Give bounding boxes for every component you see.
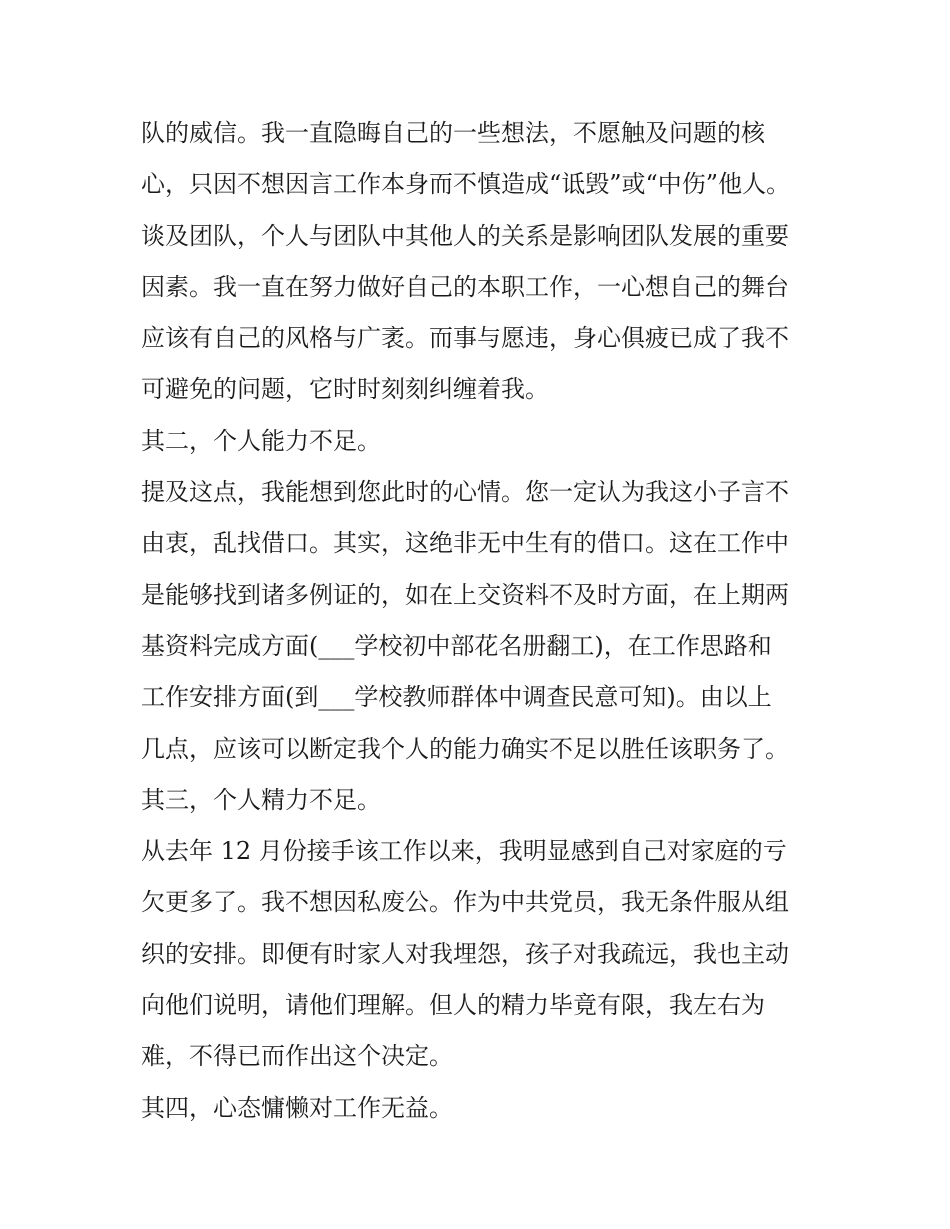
section-heading: 其四，心态慵懒对工作无益。: [141, 1093, 453, 1122]
text-line: 谈及团队，个人与团队中其他人的关系是影响团队发展的重要: [141, 221, 789, 250]
text-line: 是能够找到诸多例证的，如在上交资料不及时方面，在上期两: [141, 580, 789, 609]
text-line: 心，只因不想因言工作本身而不慎造成“诋毁”或“中伤”他人。: [141, 170, 791, 199]
text-line: 几点，应该可以断定我个人的能力确实不足以胜任该职务了。: [141, 734, 789, 763]
text-line: 应该有自己的风格与广袤。而事与愿违，身心俱疲已成了我不: [141, 324, 789, 353]
text-line: 由衷，乱找借口。其实，这绝非无中生有的借口。这在工作中: [141, 529, 789, 558]
section-heading: 其三，个人精力不足。: [141, 785, 381, 814]
text-line: 从去年 12 月份接手该工作以来，我明显感到自己对家庭的亏: [141, 837, 787, 866]
body-text: [141, 108, 821, 1134]
text-line: 队的威信。我一直隐晦自己的一些想法，不愿触及问题的核: [141, 119, 765, 147]
text-line: 织的安排。即便有时家人对我埋怨，孩子对我疏远，我也主动: [141, 939, 789, 968]
text-line: 难，不得已而作出这个决定。: [141, 1042, 453, 1071]
section-heading: 其二，个人能力不足。: [141, 426, 381, 455]
text-line: 工作安排方面(到___学校教师群体中调查民意可知)。由以上: [141, 683, 772, 712]
text-line: 因素。我一直在努力做好自己的本职工作，一心想自己的舞台: [141, 272, 789, 301]
text-line: 提及这点，我能想到您此时的心情。您一定认为我这小子言不: [141, 478, 789, 507]
text-line: 欠更多了。我不想因私废公。作为中共党员，我无条件服从组: [141, 888, 789, 917]
text-line: 向他们说明，请他们理解。但人的精力毕竟有限，我左右为: [141, 991, 765, 1020]
text-line: 基资料完成方面(___学校初中部花名册翻工)，在工作思路和: [141, 631, 772, 660]
text-line: 可避免的问题，它时时刻刻纠缠着我。: [141, 375, 549, 404]
